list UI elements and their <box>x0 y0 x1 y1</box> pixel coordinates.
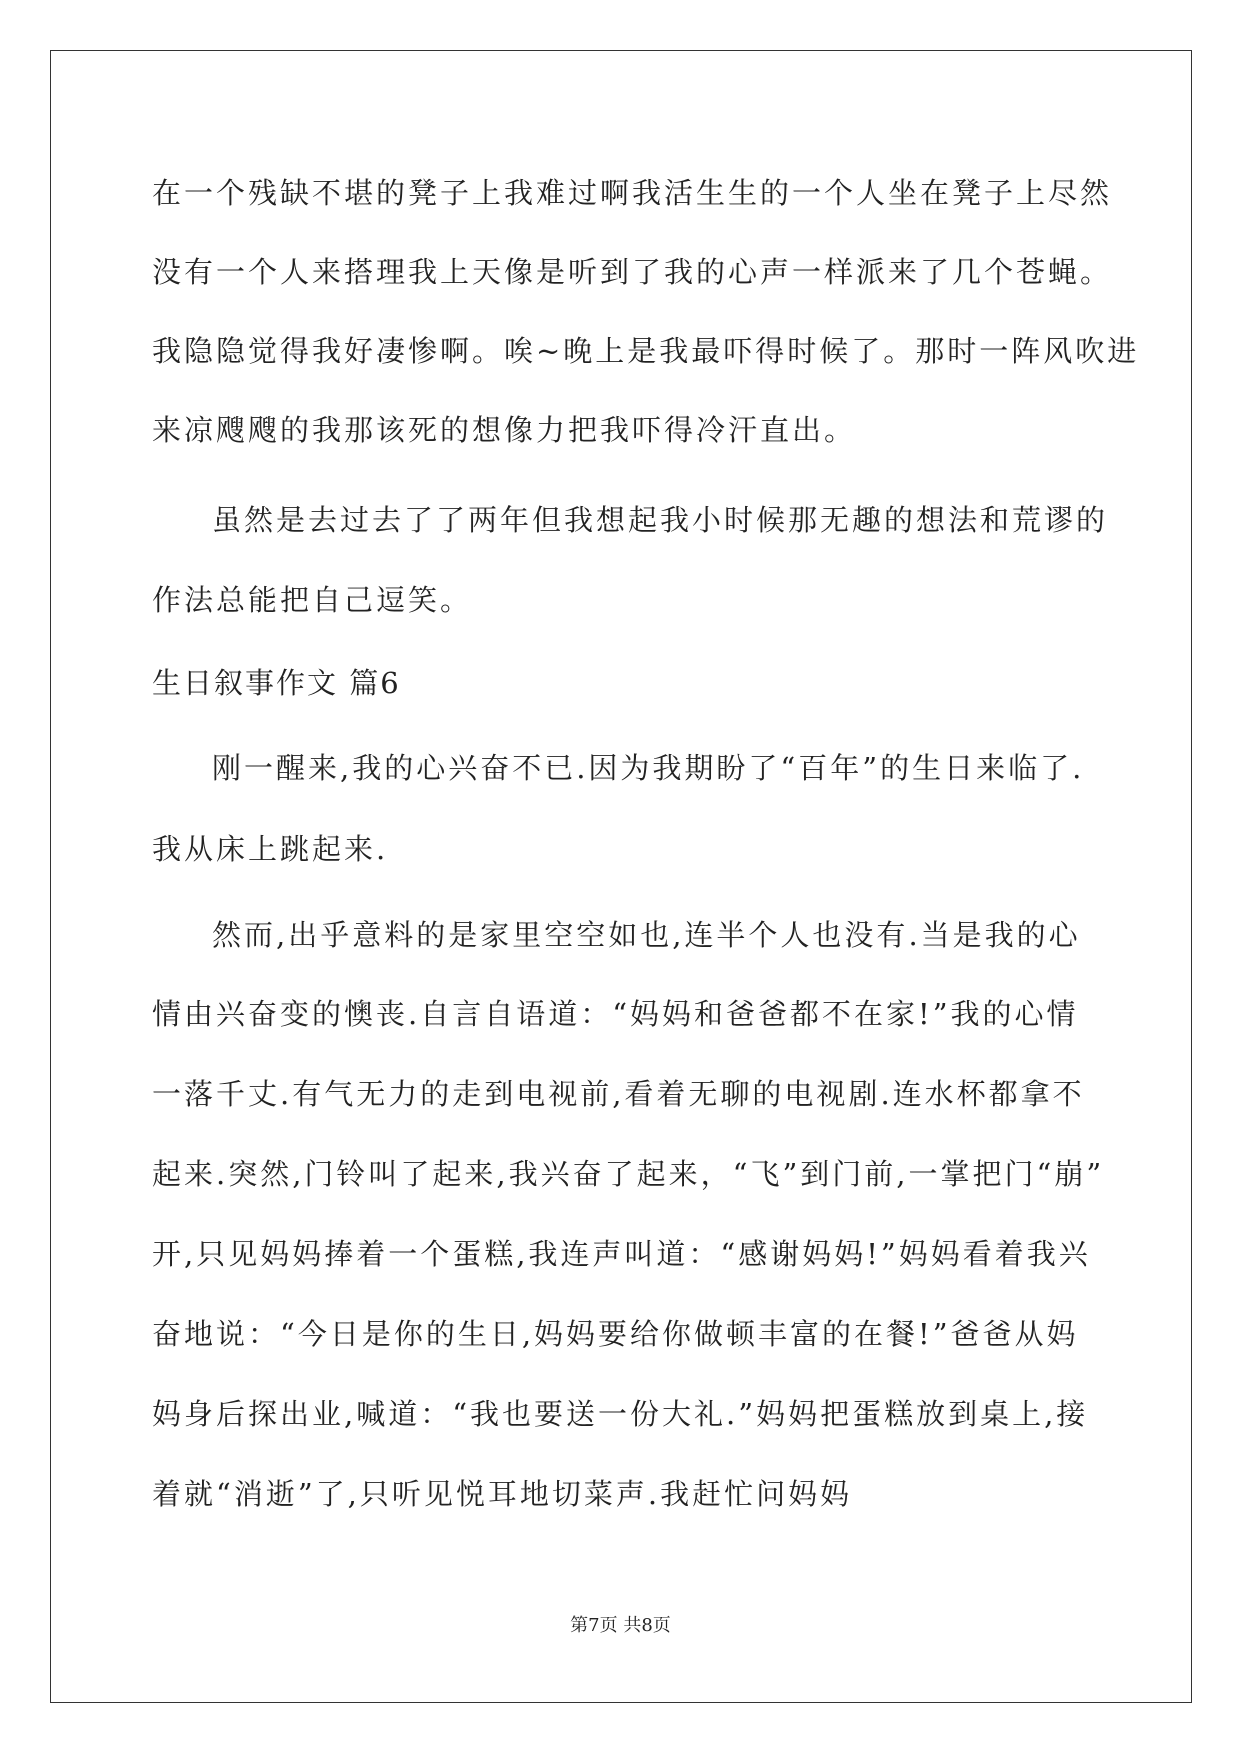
text-line: 来凉飕飕的我那该死的想像力把我吓得冷汗直出。 <box>152 413 857 447</box>
text-line: 作法总能把自己逗笑。 <box>152 583 473 617</box>
page-number-footer: 第7页 共8页 <box>570 1615 671 1636</box>
paragraph-line: 虽然是去过去了了两年但我想起我小时候那无趣的想法和荒谬的 <box>212 503 1109 537</box>
text-line: 起来.突然,门铃叫了起来,我兴奋了起来，“飞”到门前,一掌把门“崩” <box>152 1157 1105 1191</box>
text-line: 情由兴奋变的懊丧.自言自语道：“妈妈和爸爸都不在家!”我的心情 <box>152 997 1079 1031</box>
paragraph-line: 刚一醒来,我的心兴奋不已.因为我期盼了“百年”的生日来临了. <box>212 751 1085 785</box>
text-line: 我隐隐觉得我好凄惨啊。唉~晚上是我最吓得时候了。那时一阵风吹进 <box>152 334 1140 368</box>
section-heading: 生日叙事作文 篇6 <box>152 666 401 700</box>
text-line: 妈身后探出业,喊道：“我也要送一份大礼.”妈妈把蛋糕放到桌上,接 <box>152 1397 1089 1431</box>
text-line: 着就“消逝”了,只听见悦耳地切菜声.我赶忙问妈妈 <box>152 1477 853 1511</box>
text-line: 没有一个人来搭理我上天像是听到了我的心声一样派来了几个苍蝇。 <box>152 255 1113 289</box>
text-line: 开,只见妈妈捧着一个蛋糕,我连声叫道：“感谢妈妈!”妈妈看着我兴 <box>152 1237 1091 1271</box>
text-line: 我从床上跳起来. <box>152 832 389 866</box>
text-line: 奋地说：“今日是你的生日,妈妈要给你做顿丰富的在餐!”爸爸从妈 <box>152 1317 1079 1351</box>
paragraph-line: 然而,出乎意料的是家里空空如也,连半个人也没有.当是我的心 <box>212 918 1081 952</box>
text-line: 在一个残缺不堪的凳子上我难过啊我活生生的一个人坐在凳子上尽然 <box>152 176 1113 210</box>
text-line: 一落千丈.有气无力的走到电视前,看着无聊的电视剧.连水杯都拿不 <box>152 1077 1085 1111</box>
page-border <box>50 50 1192 1703</box>
